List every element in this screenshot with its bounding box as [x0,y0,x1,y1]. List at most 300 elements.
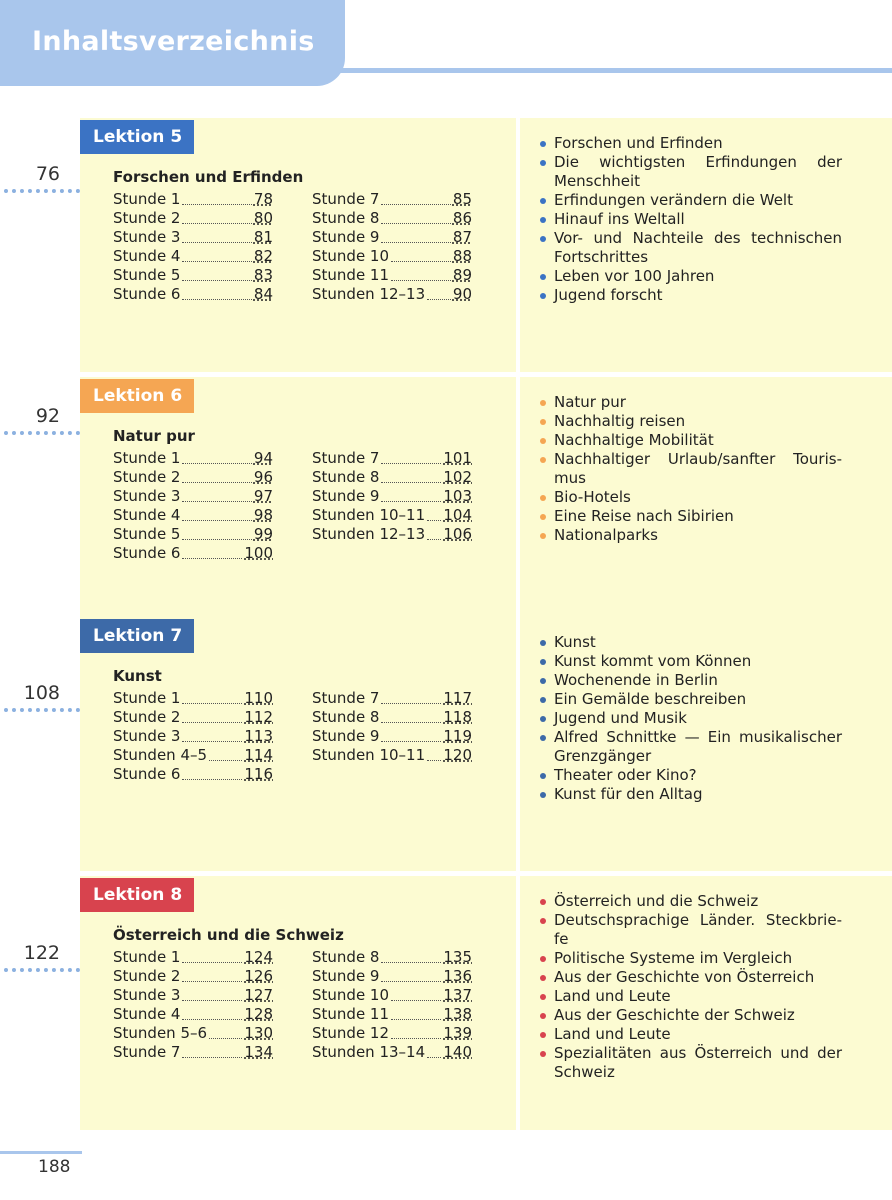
dot-leader [182,223,251,224]
bullet-icon [540,640,546,646]
toc-entry[interactable] [113,708,273,727]
dot-leader [427,1057,441,1058]
dot-leader [182,501,251,502]
toc-entry[interactable] [113,266,273,285]
bullet-icon [540,975,546,981]
lesson-page-list [312,449,472,544]
toc-entry-page: 113 [244,727,273,745]
topic-text: Natur pur [554,393,626,411]
toc-entry-page: 103 [443,487,472,505]
toc-entry-label: Stunden 5–6 [113,1024,208,1042]
dot-leader [182,520,251,521]
toc-entry[interactable] [312,266,472,285]
toc-entry-page: 96 [253,468,273,486]
dot-leader [182,242,251,243]
topic-text: Nationalparks [554,526,658,544]
topic-list [554,892,842,1082]
toc-entry-page: 82 [253,247,273,265]
toc-entry[interactable] [312,708,472,727]
topic-item [554,690,842,709]
bullet-icon [540,918,546,924]
toc-entry-label: Stunde 9 [312,487,380,505]
dot-leader [182,280,251,281]
toc-entry-label: Stunde 7 [312,689,380,707]
topic-item [554,911,842,949]
topic-item [554,134,842,153]
topic-item [554,431,842,450]
page-marker-dots [4,431,80,435]
bullet-icon [540,773,546,779]
toc-entry[interactable] [113,746,273,765]
topic-text: Nachhaltig reisen [554,412,686,430]
toc-entry[interactable] [312,986,472,1005]
toc-entry-label: Stunden 10–11 [312,506,426,524]
bullet-icon [540,697,546,703]
dot-leader [182,962,242,963]
toc-entry-label: Stunde 5 [113,266,181,284]
bullet-icon [540,457,546,463]
bullet-icon [540,438,546,444]
dot-leader [381,981,441,982]
dot-leader [182,299,251,300]
toc-entry[interactable] [113,247,273,266]
topic-text: Land und Leute [554,987,671,1005]
toc-entry-label: Stunde 2 [113,708,181,726]
toc-entry-page: 116 [244,765,273,783]
topic-text: Aus der Geschichte von Österreich [554,968,815,986]
toc-entry[interactable] [312,727,472,746]
toc-entry-label: Stunden 12–13 [312,525,426,543]
dot-leader [182,1057,242,1058]
toc-entry[interactable] [113,727,273,746]
bullet-icon [540,899,546,905]
lesson-block [80,617,892,871]
lesson-block [80,118,892,372]
toc-entry-label: Stunde 3 [113,487,181,505]
toc-entry-label: Stunde 9 [312,727,380,745]
toc-entry-page: 135 [443,948,472,966]
toc-entry-page: 80 [253,209,273,227]
bullet-icon [540,1013,546,1019]
lesson-page-list [312,190,472,304]
lesson-badge: Lektion 8 [80,878,194,912]
toc-entry-label: Stunde 9 [312,228,380,246]
toc-entry-page: 139 [443,1024,472,1042]
page-number: 188 [38,1157,71,1177]
topic-item [554,526,842,545]
lesson-title: Natur pur [113,427,195,445]
bullet-icon [540,217,546,223]
dot-leader [427,299,451,300]
topic-text: Aus der Geschichte der Schweiz [554,1006,795,1024]
toc-entry-page: 119 [443,727,472,745]
toc-entry-page: 114 [244,746,273,764]
toc-entry-page: 134 [244,1043,273,1061]
toc-entry-page: 84 [253,285,273,303]
topic-item [554,892,842,911]
topic-list [554,633,842,804]
toc-entry-label: Stunde 10 [312,247,390,265]
dot-leader [182,1019,242,1020]
topic-text: Erfindungen verändern die Welt [554,191,793,209]
bullet-icon [540,1032,546,1038]
lesson-badge: Lektion 5 [80,120,194,154]
topic-item [554,652,842,671]
toc-entry-label: Stunde 11 [312,1005,390,1023]
dot-leader [381,501,441,502]
dot-leader [391,1019,441,1020]
bullet-icon [540,735,546,741]
toc-entry-label: Stunde 3 [113,986,181,1004]
topic-list [554,134,842,305]
lesson-badge: Lektion 7 [80,619,194,653]
toc-entry-page: 100 [244,544,273,562]
dot-leader [182,981,242,982]
topic-list [554,393,842,545]
toc-entry-page: 117 [443,689,472,707]
dot-leader [182,1000,242,1001]
dot-leader [182,741,242,742]
toc-entry-label: Stunde 8 [312,209,380,227]
toc-entry-page: 112 [244,708,273,726]
toc-entry-page: 110 [244,689,273,707]
toc-entry-page: 87 [452,228,472,246]
toc-entry-label: Stunde 9 [312,967,380,985]
toc-entry[interactable] [312,967,472,986]
toc-entry-label: Stunde 10 [312,986,390,1004]
toc-entry-label: Stunde 2 [113,209,181,227]
bullet-icon [540,1051,546,1057]
toc-entry-label: Stunde 2 [113,468,181,486]
toc-entry[interactable] [312,468,472,487]
toc-entry[interactable] [312,525,472,544]
page-marker-dots [4,189,80,193]
toc-entry-label: Stunde 3 [113,228,181,246]
bullet-icon [540,198,546,204]
toc-entry[interactable] [113,525,273,544]
toc-entry-label: Stunde 6 [113,285,181,303]
toc-entry-label: Stunden 13–14 [312,1043,426,1061]
toc-entry[interactable] [312,506,472,525]
bullet-icon [540,400,546,406]
bullet-icon [540,792,546,798]
lesson-page-list [312,689,472,765]
lesson-block [80,377,892,631]
dot-leader [391,1000,441,1001]
topic-item [554,210,842,229]
toc-entry[interactable] [113,190,273,209]
dot-leader [391,1038,441,1039]
topic-text: Deutschsprachige Länder. Steckbrie-fe [554,911,842,948]
toc-entry-page: 90 [452,285,472,303]
bullet-icon [540,994,546,1000]
topic-item [554,153,842,191]
lesson-page-list [113,689,273,784]
bullet-icon [540,236,546,242]
topic-text: Nachhaltige Mobilität [554,431,714,449]
toc-entry-page: 137 [443,986,472,1004]
dot-leader [381,204,450,205]
dot-leader [427,520,441,521]
toc-entry-page: 120 [443,746,472,764]
topic-item [554,709,842,728]
dot-leader [209,1038,242,1039]
bullet-icon [540,533,546,539]
toc-entry-label: Stunde 7 [312,190,380,208]
dot-leader [381,703,441,704]
toc-entry[interactable] [113,1043,273,1062]
topic-item [554,766,842,785]
toc-entry-page: 118 [443,708,472,726]
toc-entry[interactable] [113,449,273,468]
toc-entry[interactable] [312,1043,472,1062]
topic-text: Kunst für den Alltag [554,785,703,803]
toc-entry-page: 85 [452,190,472,208]
topic-text: Theater oder Kino? [554,766,697,784]
lesson-start-page: 122 [23,942,60,964]
bullet-icon [540,495,546,501]
topic-text: Leben vor 100 Jahren [554,267,715,285]
toc-entry-page: 86 [452,209,472,227]
topic-text: Hinauf ins Weltall [554,210,685,228]
topic-text: Österreich und die Schweiz [554,892,759,910]
toc-entry-page: 88 [452,247,472,265]
dot-leader [381,741,441,742]
bullet-icon [540,716,546,722]
toc-entry-label: Stunde 11 [312,266,390,284]
toc-entry[interactable] [113,948,273,967]
topic-item [554,450,842,488]
toc-entry[interactable] [113,765,273,784]
toc-entry[interactable] [113,986,273,1005]
footer-rule [0,1151,82,1154]
lesson-title: Forschen und Erfinden [113,168,304,186]
toc-entry[interactable] [312,689,472,708]
toc-entry[interactable] [113,506,273,525]
toc-entry-page: 78 [253,190,273,208]
topic-item [554,488,842,507]
toc-entry-label: Stunde 4 [113,247,181,265]
topic-item [554,1025,842,1044]
dot-leader [381,962,441,963]
lesson-start-page: 108 [23,682,60,704]
toc-entry[interactable] [113,967,273,986]
topic-text: Alfred Schnittke — Ein musikalischer Grenzgänger [554,728,842,765]
toc-entry[interactable] [312,247,472,266]
dot-leader [391,280,451,281]
toc-entry-page: 130 [244,1024,273,1042]
toc-entry-label: Stunde 1 [113,190,181,208]
topic-item [554,229,842,267]
toc-entry[interactable] [113,1024,273,1043]
toc-entry-label: Stunde 7 [113,1043,181,1061]
lesson-page-list [312,948,472,1062]
toc-entry-page: 99 [253,525,273,543]
toc-entry[interactable] [113,487,273,506]
toc-entry[interactable] [312,1024,472,1043]
topic-text: Jugend forscht [554,286,663,304]
toc-entry-label: Stunde 1 [113,689,181,707]
toc-entry-label: Stunde 2 [113,967,181,985]
toc-entry[interactable] [113,544,273,563]
bullet-icon [540,419,546,425]
topic-item [554,507,842,526]
toc-entry-page: 140 [443,1043,472,1061]
toc-entry[interactable] [312,190,472,209]
toc-entry-label: Stunde 8 [312,948,380,966]
dot-leader [182,204,251,205]
topic-item [554,671,842,690]
bullet-icon [540,678,546,684]
dot-leader [381,223,450,224]
topic-item [554,987,842,1006]
topic-text: Eine Reise nach Sibirien [554,507,734,525]
dot-leader [427,760,441,761]
page-marker-dots [4,708,80,712]
topic-text: Die wichtigsten Erfindungen der Menschheit [554,153,842,190]
bullet-icon [540,659,546,665]
dot-leader [391,261,451,262]
topic-item [554,286,842,305]
toc-entry-label: Stunde 12 [312,1024,390,1042]
bullet-icon [540,274,546,280]
topic-item [554,633,842,652]
toc-entry-label: Stunde 7 [312,449,380,467]
toc-entry-label: Stunde 6 [113,765,181,783]
toc-entry-label: Stunde 6 [113,544,181,562]
toc-entry-label: Stunden 12–13 [312,285,426,303]
bullet-icon [540,141,546,147]
topic-text: Politische Systeme im Vergleich [554,949,793,967]
toc-entry-page: 126 [244,967,273,985]
dot-leader [182,261,251,262]
toc-entry-page: 106 [443,525,472,543]
topic-item [554,968,842,987]
toc-entry-label: Stunde 1 [113,948,181,966]
lesson-page-list [113,190,273,304]
toc-entry-page: 101 [443,449,472,467]
toc-entry-page: 89 [452,266,472,284]
toc-entry[interactable] [312,487,472,506]
dot-leader [182,703,242,704]
toc-entry-label: Stunde 4 [113,1005,181,1023]
toc-entry[interactable] [312,228,472,247]
dot-leader [381,463,441,464]
toc-entry-label: Stunden 4–5 [113,746,208,764]
toc-entry-label: Stunde 8 [312,708,380,726]
toc-entry-page: 94 [253,449,273,467]
lesson-page-list [113,449,273,563]
bullet-icon [540,956,546,962]
toc-entry[interactable] [312,948,472,967]
topic-item [554,949,842,968]
toc-entry-page: 127 [244,986,273,1004]
toc-entry-label: Stunden 10–11 [312,746,426,764]
toc-entry-page: 102 [443,468,472,486]
toc-entry-page: 97 [253,487,273,505]
toc-entry[interactable] [312,209,472,228]
topic-text: Kunst kommt vom Können [554,652,752,670]
topic-text: Wochenende in Berlin [554,671,718,689]
topic-item [554,191,842,210]
toc-entry-page: 138 [443,1005,472,1023]
topic-item [554,785,842,804]
toc-entry-label: Stunde 8 [312,468,380,486]
toc-entry[interactable] [312,1005,472,1024]
lesson-start-page: 76 [35,163,60,185]
lesson-title: Kunst [113,667,162,685]
topic-text: Jugend und Musik [554,709,687,727]
toc-entry-label: Stunde 1 [113,449,181,467]
dot-leader [182,558,242,559]
toc-entry[interactable] [312,746,472,765]
header-rule [330,68,892,73]
topic-text: Land und Leute [554,1025,671,1043]
toc-entry-page: 128 [244,1005,273,1023]
toc-entry[interactable] [312,285,472,304]
lesson-start-page: 92 [35,405,60,427]
topic-item [554,1044,842,1082]
toc-entry[interactable] [312,449,472,468]
toc-entry-label: Stunde 4 [113,506,181,524]
lesson-block [80,876,892,1130]
topic-item [554,412,842,431]
topic-text: Kunst [554,633,596,651]
toc-entry[interactable] [113,689,273,708]
topic-text: Ein Gemälde beschreiben [554,690,747,708]
bullet-icon [540,514,546,520]
dot-leader [182,722,242,723]
dot-leader [381,242,450,243]
toc-entry[interactable] [113,1005,273,1024]
topic-item [554,267,842,286]
dot-leader [427,539,441,540]
bullet-icon [540,160,546,166]
page-marker-dots [4,968,80,972]
toc-entry-page: 83 [253,266,273,284]
dot-leader [381,722,441,723]
toc-entry-page: 81 [253,228,273,246]
dot-leader [182,779,242,780]
dot-leader [182,539,251,540]
topic-text: Spezialitäten aus Österreich und der Schweiz [554,1044,842,1081]
toc-entry[interactable] [113,285,273,304]
lesson-title: Österreich und die Schweiz [113,926,344,944]
dot-leader [209,760,242,761]
topic-text: Bio-Hotels [554,488,631,506]
toc-entry[interactable] [113,468,273,487]
topic-item [554,393,842,412]
toc-entry-label: Stunde 5 [113,525,181,543]
dot-leader [381,482,441,483]
toc-entry-label: Stunde 3 [113,727,181,745]
toc-entry[interactable] [113,228,273,247]
toc-entry-page: 124 [244,948,273,966]
topic-text: Nachhaltiger Urlaub/sanfter Touris-mus [554,450,842,487]
toc-entry-page: 104 [443,506,472,524]
topic-text: Vor- und Nachteile des technischen Fortschrittes [554,229,842,266]
lesson-page-list [113,948,273,1062]
toc-entry-page: 136 [443,967,472,985]
toc-entry[interactable] [113,209,273,228]
topic-item [554,728,842,766]
topic-item [554,1006,842,1025]
topic-text: Forschen und Erfinden [554,134,723,152]
dot-leader [182,482,251,483]
lesson-badge: Lektion 6 [80,379,194,413]
dot-leader [182,463,251,464]
toc-entry-page: 98 [253,506,273,524]
